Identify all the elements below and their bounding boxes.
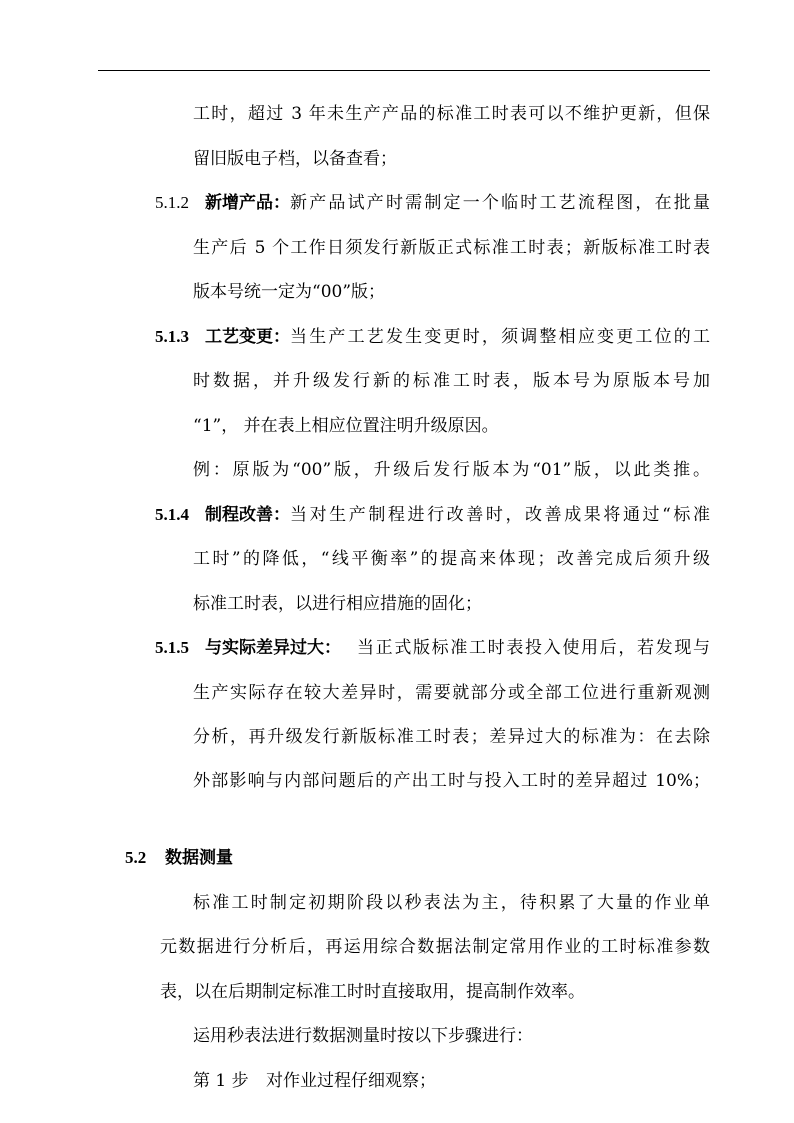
text-line: 外部影响与内部问题后的产出工时与投入工时的差异超过 10%； — [193, 771, 710, 791]
text-line: 工时”的降低，“线平衡率”的提高来体现；改善完成后须升级 — [193, 549, 710, 569]
text-line: 新产品试产时需制定一个临时工艺流程图，在批量 — [290, 193, 710, 213]
text-line: 当对生产制程进行改善时，改善成果将通过“标准 — [290, 505, 710, 525]
section-title: 工艺变更： — [205, 327, 290, 347]
section-number: 5.1.4 — [155, 505, 189, 524]
text-line: 版本号统一定为“00”版； — [193, 282, 386, 302]
text-line: 工时，超过 3 年未生产产品的标准工时表可以不维护更新，但保 — [193, 104, 710, 124]
step-text: 对作业过程仔细观察； — [266, 1071, 436, 1091]
paragraph-line: 运用秒表法进行数据测量时按以下步骤进行： — [193, 1026, 533, 1046]
text-line: 当生产工艺发生变更时，须调整相应变更工位的工 — [290, 327, 710, 347]
step-label: 第 1 步 — [193, 1071, 249, 1091]
text-line: 标准工时表，以进行相应措施的固化； — [193, 594, 482, 614]
paragraph-line: 表，以在后期制定标准工时时直接取用，提高制作效率。 — [160, 982, 585, 1002]
paragraph-line: 元数据进行分析后，再运用综合数据法制定常用作业的工时标准参数 — [160, 937, 710, 957]
text-line: 分析，再升级发行新版标准工时表；差异过大的标准为：在去除 — [193, 727, 710, 747]
text-line: 当正式版标准工时表投入使用后，若发现与 — [357, 638, 710, 658]
header-rule — [98, 70, 710, 71]
text-line: 留旧版电子档，以备查看； — [193, 149, 397, 169]
section-title: 新增产品： — [205, 193, 290, 213]
text-line: 生产实际存在较大差异时，需要就部分或全部工位进行重新观测 — [193, 683, 710, 703]
paragraph-line: 标准工时制定初期阶段以秒表法为主，待积累了大量的作业单 — [193, 893, 710, 913]
section-title: 与实际差异过大： — [205, 638, 341, 658]
section-number: 5.2 — [125, 848, 147, 867]
section-number: 5.1.3 — [155, 327, 189, 346]
example-line: 例：原版为“00”版，升级后发行版本为“01”版，以此类推。 — [193, 460, 710, 480]
section-title: 制程改善： — [205, 505, 290, 525]
section-number: 5.1.2 — [155, 193, 189, 212]
section-heading: 数据测量 — [165, 848, 233, 868]
text-line: “1”， 并在表上相应位置注明升级原因。 — [193, 416, 499, 436]
section-number: 5.1.5 — [155, 638, 189, 657]
text-line: 生产后 5 个工作日须发行新版正式标准工时表；新版标准工时表 — [193, 238, 710, 258]
text-line: 时数据，并升级发行新的标准工时表，版本号为原版本号加 — [193, 371, 710, 391]
